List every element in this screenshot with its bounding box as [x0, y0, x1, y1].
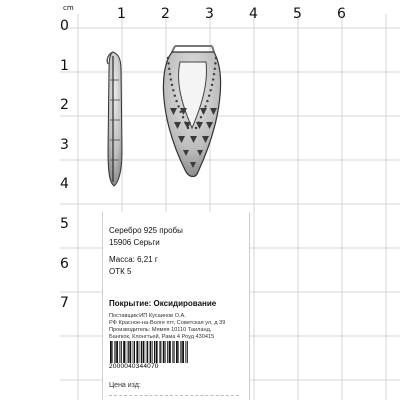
barcode-bar	[114, 341, 115, 363]
dot-motif	[197, 121, 199, 123]
barcode-bar	[116, 341, 118, 363]
earring-front-view	[163, 46, 220, 177]
barcode-bar	[110, 341, 112, 363]
tag-material: Серебро 925 пробы	[109, 226, 183, 235]
barcode-bar	[143, 341, 145, 363]
barcode-bar	[176, 341, 178, 363]
ruler-y-label: 5	[60, 216, 69, 232]
ruler-unit-label: cm	[63, 4, 74, 12]
dot-motif	[215, 57, 217, 59]
dot-motif	[174, 94, 176, 96]
dot-motif	[180, 111, 182, 113]
dot-motif	[187, 127, 189, 129]
dot-motif	[169, 73, 171, 75]
ruler-y-label: 7	[60, 295, 69, 312]
barcode-bar	[136, 341, 138, 363]
barcode-bar	[121, 341, 122, 363]
dot-motif	[200, 116, 202, 118]
barcode-bar	[182, 341, 184, 363]
dot-motif	[177, 105, 179, 107]
dot-motif	[167, 57, 169, 59]
barcode-bar	[152, 341, 153, 363]
dot-motif	[204, 105, 206, 107]
ruler-x-label: 1	[117, 6, 126, 22]
barcode-bar	[169, 341, 171, 363]
dot-motif	[202, 111, 204, 113]
barcode-bar	[163, 341, 165, 363]
barcode-bar	[173, 341, 174, 363]
barcode-bar	[112, 341, 113, 363]
ruler-x-label: 2	[161, 6, 170, 22]
tag-manufacturer: Производитель: Мямяя 10110 Таиланд,	[109, 327, 212, 333]
dot-motif	[212, 78, 214, 80]
ruler-x-label: 4	[249, 6, 258, 22]
barcode-bar	[133, 341, 134, 363]
tag-mass: Масса: 6,21 г	[109, 255, 158, 264]
ruler-x-label: 6	[337, 6, 346, 22]
barcode-number: 2000040344070	[109, 363, 159, 370]
dot-motif	[210, 89, 212, 91]
dot-motif	[211, 84, 213, 86]
price-label: Цена изд:	[109, 382, 141, 389]
ruler-x-label: 3	[205, 6, 214, 22]
dot-motif	[168, 68, 170, 70]
dot-motif	[184, 121, 186, 123]
barcode-bar	[185, 341, 186, 363]
ruler-x-label: 5	[293, 6, 302, 22]
dot-motif	[167, 62, 169, 64]
ruler-y-label: 3	[60, 136, 69, 153]
barcode-bar	[147, 341, 148, 363]
dot-motif	[208, 94, 210, 96]
dot-motif	[170, 78, 172, 80]
barcode-bar	[139, 341, 140, 363]
barcode-bar	[187, 341, 188, 363]
barcode-bar	[159, 341, 160, 363]
barcode-bar	[119, 341, 120, 363]
price-tag	[102, 212, 250, 400]
barcode-bar	[180, 341, 181, 363]
barcode-bar	[150, 341, 152, 363]
ruler-y-label: 2	[60, 97, 69, 114]
ruler-y-label: 1	[60, 57, 69, 74]
ruler-y-label: 4	[60, 176, 69, 193]
barcode-bar	[146, 341, 147, 363]
dot-motif	[214, 62, 216, 64]
dot-motif	[206, 100, 208, 102]
barcode-bar	[167, 341, 168, 363]
ruler-y-label: 6	[60, 255, 69, 272]
dot-motif	[171, 84, 173, 86]
barcode-bar	[165, 341, 166, 363]
barcode	[109, 341, 189, 363]
tag-perforation	[109, 395, 239, 396]
tag-article: 15906 Серьги	[109, 238, 160, 247]
barcode-bar	[141, 341, 142, 363]
ruler-y-label: 0	[60, 18, 69, 34]
tag-manufacturer-address: Бангкок, Клонгтьей, Рама 4 Роуд 430415	[109, 334, 215, 340]
tag-otk: ОТК 5	[109, 267, 132, 276]
dot-motif	[214, 68, 216, 70]
barcode-bar	[172, 341, 173, 363]
barcode-bar	[129, 341, 131, 363]
tag-coating: Покрытие: Оксидирование	[109, 299, 217, 308]
barcode-bar	[156, 341, 158, 363]
tag-supplier-address: РФ Красное-на-Волге пгт, Советская ул, д 39	[109, 320, 226, 326]
barcode-bar	[154, 341, 155, 363]
barcode-bar	[160, 341, 161, 363]
dot-motif	[195, 127, 197, 129]
barcode-bar	[134, 341, 135, 363]
dot-motif	[172, 89, 174, 91]
tag-supplier: Поставщик:ИП Кусаинов О.А.	[109, 313, 186, 319]
barcode-bar	[123, 341, 125, 363]
earring-side-view	[107, 52, 122, 186]
barcode-bar	[178, 341, 179, 363]
barcode-bar	[128, 341, 129, 363]
dot-motif	[175, 100, 177, 102]
dot-motif	[182, 116, 184, 118]
dot-motif	[213, 73, 215, 75]
barcode-bar	[126, 341, 127, 363]
